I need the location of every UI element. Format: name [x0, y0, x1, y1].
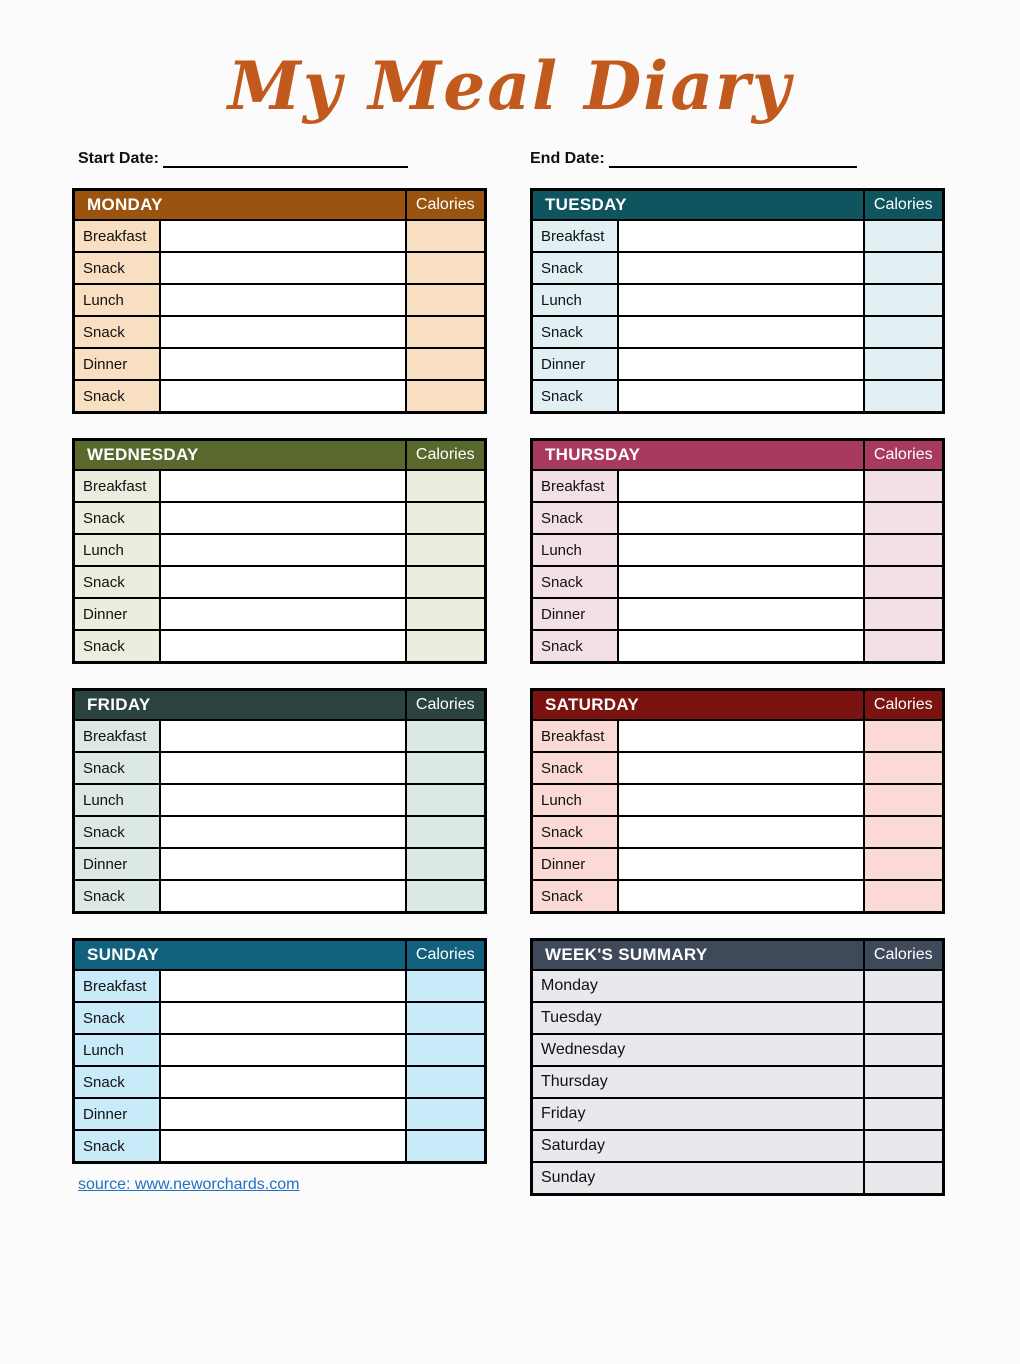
meal-row [74, 784, 486, 816]
summary-row [532, 1066, 944, 1098]
meal-row [532, 380, 944, 412]
day-header-row [74, 689, 486, 720]
day-title: THURSDAY [532, 439, 864, 470]
meal-label: Lunch [74, 534, 160, 566]
summary-day-label: Wednesday [532, 1034, 864, 1066]
meal-label: Breakfast [532, 720, 618, 752]
summary-day-label: Tuesday [532, 1002, 864, 1034]
meal-entry-cell[interactable] [618, 316, 864, 348]
page-title: My Meal Diary [227, 47, 793, 125]
summary-day-label: Saturday [532, 1130, 864, 1162]
meal-label: Snack [532, 502, 618, 534]
day-header-row [532, 689, 944, 720]
calories-cell[interactable] [864, 816, 944, 848]
meal-label: Lunch [74, 284, 160, 316]
calories-cell[interactable] [406, 970, 486, 1002]
meal-entry-cell[interactable] [160, 534, 406, 566]
meal-entry-cell[interactable] [160, 1002, 406, 1034]
calories-cell[interactable] [406, 534, 486, 566]
calories-cell[interactable] [864, 784, 944, 816]
summary-day-label: Thursday [532, 1066, 864, 1098]
meal-entry-cell[interactable] [618, 348, 864, 380]
meal-label: Snack [74, 252, 160, 284]
meal-row [74, 316, 486, 348]
calories-cell[interactable] [864, 502, 944, 534]
meal-label: Snack [532, 252, 618, 284]
sunday-table [72, 938, 487, 1164]
meal-entry-cell[interactable] [618, 880, 864, 912]
meal-row [74, 630, 486, 662]
meal-entry-cell[interactable] [160, 752, 406, 784]
meal-row [74, 880, 486, 912]
meal-label: Breakfast [74, 470, 160, 502]
wednesday-table [72, 438, 487, 664]
meal-label: Snack [74, 752, 160, 784]
calories-cell[interactable] [864, 970, 944, 1002]
summary-row [532, 1002, 944, 1034]
meal-row [532, 752, 944, 784]
meal-row [532, 348, 944, 380]
meal-entry-cell[interactable] [160, 1034, 406, 1066]
sunday-column [72, 938, 487, 1194]
meal-entry-cell[interactable] [160, 502, 406, 534]
calories-cell[interactable] [864, 630, 944, 662]
meal-label: Snack [532, 816, 618, 848]
meal-row [74, 566, 486, 598]
day-title: MONDAY [74, 189, 406, 220]
meal-entry-cell[interactable] [618, 470, 864, 502]
calories-cell[interactable] [406, 630, 486, 662]
calories-cell[interactable] [406, 880, 486, 912]
meal-row [74, 284, 486, 316]
meal-entry-cell[interactable] [618, 720, 864, 752]
summary-header-row [532, 939, 944, 970]
meal-row [74, 252, 486, 284]
calories-header: Calories [864, 689, 944, 720]
meal-entry-cell[interactable] [618, 284, 864, 316]
meal-entry-cell[interactable] [160, 720, 406, 752]
meal-entry-cell[interactable] [618, 252, 864, 284]
day-header-row [532, 439, 944, 470]
calories-cell[interactable] [406, 848, 486, 880]
meal-row [74, 1034, 486, 1066]
start-date-group [78, 148, 530, 168]
meal-row [532, 720, 944, 752]
calories-cell[interactable] [406, 1130, 486, 1162]
calories-cell[interactable] [864, 284, 944, 316]
meal-row [74, 1002, 486, 1034]
meal-row [532, 534, 944, 566]
meal-row [74, 502, 486, 534]
meal-label: Breakfast [532, 470, 618, 502]
meal-label: Dinner [532, 848, 618, 880]
calories-cell[interactable] [406, 816, 486, 848]
calories-cell[interactable] [864, 598, 944, 630]
calories-cell[interactable] [864, 252, 944, 284]
meal-label: Dinner [74, 598, 160, 630]
meal-label: Breakfast [74, 720, 160, 752]
calories-cell[interactable] [406, 380, 486, 412]
meal-row [532, 848, 944, 880]
meal-label: Lunch [74, 784, 160, 816]
meal-entry-cell[interactable] [618, 534, 864, 566]
meal-label: Snack [532, 880, 618, 912]
meal-entry-cell[interactable] [160, 566, 406, 598]
meal-entry-cell[interactable] [618, 380, 864, 412]
meal-label: Snack [532, 566, 618, 598]
meal-label: Snack [74, 316, 160, 348]
summary-row [532, 1162, 944, 1194]
day-title: SATURDAY [532, 689, 864, 720]
end-date-group [530, 148, 857, 168]
meal-row [74, 1098, 486, 1130]
meal-entry-cell[interactable] [618, 502, 864, 534]
summary-title: WEEK'S SUMMARY [532, 939, 864, 970]
source-link[interactable]: source: www.neworchards.com [78, 1175, 300, 1193]
calories-cell[interactable] [406, 316, 486, 348]
meal-row [532, 502, 944, 534]
meal-entry-cell[interactable] [618, 752, 864, 784]
calories-cell[interactable] [406, 502, 486, 534]
meal-label: Breakfast [74, 220, 160, 252]
meal-label: Dinner [74, 348, 160, 380]
tuesday-table [530, 188, 945, 414]
meal-row [74, 380, 486, 412]
calories-header: Calories [864, 439, 944, 470]
calories-cell[interactable] [864, 1162, 944, 1194]
meal-label: Snack [532, 752, 618, 784]
meal-entry-cell[interactable] [618, 566, 864, 598]
meal-row [532, 784, 944, 816]
meal-row [532, 470, 944, 502]
meal-entry-cell[interactable] [160, 880, 406, 912]
calories-cell[interactable] [864, 470, 944, 502]
meal-entry-cell[interactable] [160, 316, 406, 348]
meal-label: Lunch [74, 1034, 160, 1066]
meal-row [74, 220, 486, 252]
meal-label: Lunch [532, 534, 618, 566]
calories-cell[interactable] [864, 566, 944, 598]
meal-entry-cell[interactable] [160, 784, 406, 816]
meal-label: Dinner [532, 348, 618, 380]
calories-header: Calories [406, 189, 486, 220]
day-title: TUESDAY [532, 189, 864, 220]
meal-row [532, 566, 944, 598]
meal-label: Snack [74, 1002, 160, 1034]
meal-label: Snack [532, 316, 618, 348]
start-date-field[interactable] [163, 148, 408, 168]
meal-label: Snack [74, 816, 160, 848]
meal-entry-cell[interactable] [160, 380, 406, 412]
calories-cell[interactable] [864, 1034, 944, 1066]
meal-label: Lunch [532, 284, 618, 316]
meal-row [74, 598, 486, 630]
meal-entry-cell[interactable] [160, 348, 406, 380]
meal-row [74, 1066, 486, 1098]
meal-label: Snack [74, 502, 160, 534]
day-title: FRIDAY [74, 689, 406, 720]
calories-cell[interactable] [406, 752, 486, 784]
meal-entry-cell[interactable] [618, 220, 864, 252]
meal-row [532, 316, 944, 348]
summary-table [530, 938, 945, 1196]
meal-entry-cell[interactable] [160, 970, 406, 1002]
calories-cell[interactable] [406, 348, 486, 380]
calories-cell[interactable] [406, 1098, 486, 1130]
meal-row [74, 348, 486, 380]
calories-header: Calories [864, 939, 944, 970]
meal-row [74, 848, 486, 880]
meal-row [532, 598, 944, 630]
summary-day-label: Friday [532, 1098, 864, 1130]
meal-row [532, 880, 944, 912]
calories-cell[interactable] [864, 752, 944, 784]
end-date-label: End Date: [530, 149, 605, 167]
calories-cell[interactable] [406, 1066, 486, 1098]
saturday-table [530, 688, 945, 914]
calories-cell[interactable] [864, 348, 944, 380]
meal-entry-cell[interactable] [618, 848, 864, 880]
meal-label: Dinner [74, 848, 160, 880]
meal-label: Snack [74, 566, 160, 598]
calories-cell[interactable] [864, 380, 944, 412]
meal-entry-cell[interactable] [160, 252, 406, 284]
calories-cell[interactable] [406, 1034, 486, 1066]
meal-row [532, 816, 944, 848]
day-header-row [74, 189, 486, 220]
calories-cell[interactable] [864, 534, 944, 566]
summary-row [532, 1034, 944, 1066]
calories-cell[interactable] [406, 566, 486, 598]
meal-label: Snack [74, 630, 160, 662]
summary-day-label: Sunday [532, 1162, 864, 1194]
calories-cell[interactable] [406, 252, 486, 284]
dates-row [78, 148, 1020, 168]
meal-row [532, 220, 944, 252]
meal-label: Snack [532, 380, 618, 412]
meal-row [74, 470, 486, 502]
day-header-row [74, 439, 486, 470]
day-header-row [74, 939, 486, 970]
meal-row [74, 816, 486, 848]
meal-entry-cell[interactable] [160, 1098, 406, 1130]
calories-cell[interactable] [864, 220, 944, 252]
meal-entry-cell[interactable] [160, 220, 406, 252]
meal-diary-page [0, 44, 1020, 1364]
meal-entry-cell[interactable] [618, 598, 864, 630]
day-title: SUNDAY [74, 939, 406, 970]
meal-label: Dinner [74, 1098, 160, 1130]
meal-row [532, 284, 944, 316]
meal-entry-cell[interactable] [160, 848, 406, 880]
calories-cell[interactable] [406, 1002, 486, 1034]
meal-entry-cell[interactable] [618, 816, 864, 848]
calories-cell[interactable] [864, 1130, 944, 1162]
calories-header: Calories [406, 939, 486, 970]
summary-row [532, 970, 944, 1002]
calories-header: Calories [864, 189, 944, 220]
meal-label: Breakfast [532, 220, 618, 252]
summary-row [532, 1130, 944, 1162]
meal-entry-cell[interactable] [160, 1130, 406, 1162]
end-date-field[interactable] [609, 148, 857, 168]
calories-cell[interactable] [406, 470, 486, 502]
summary-row [532, 1098, 944, 1130]
meal-entry-cell[interactable] [618, 630, 864, 662]
calories-cell[interactable] [864, 1098, 944, 1130]
calories-cell[interactable] [864, 880, 944, 912]
meal-label: Snack [74, 880, 160, 912]
calories-cell[interactable] [864, 1066, 944, 1098]
calories-header: Calories [406, 439, 486, 470]
meal-entry-cell[interactable] [160, 1066, 406, 1098]
meal-label: Breakfast [74, 970, 160, 1002]
calories-cell[interactable] [864, 720, 944, 752]
monday-table [72, 188, 487, 414]
calories-cell[interactable] [406, 784, 486, 816]
meal-label: Snack [74, 1130, 160, 1162]
thursday-table [530, 438, 945, 664]
calories-header: Calories [406, 689, 486, 720]
day-header-row [532, 189, 944, 220]
summary-day-label: Monday [532, 970, 864, 1002]
meal-label: Snack [74, 1066, 160, 1098]
friday-table [72, 688, 487, 914]
meal-entry-cell[interactable] [160, 630, 406, 662]
tables-grid [72, 188, 1020, 1196]
calories-cell[interactable] [864, 1002, 944, 1034]
calories-cell[interactable] [406, 720, 486, 752]
meal-row [74, 970, 486, 1002]
meal-label: Snack [532, 630, 618, 662]
meal-row [532, 630, 944, 662]
meal-row [74, 720, 486, 752]
day-title: WEDNESDAY [74, 439, 406, 470]
meal-entry-cell[interactable] [160, 598, 406, 630]
calories-cell[interactable] [864, 848, 944, 880]
meal-label: Dinner [532, 598, 618, 630]
meal-row [532, 252, 944, 284]
meal-label: Snack [74, 380, 160, 412]
start-date-label: Start Date: [78, 149, 159, 167]
calories-cell[interactable] [406, 220, 486, 252]
meal-entry-cell[interactable] [160, 284, 406, 316]
meal-entry-cell[interactable] [160, 470, 406, 502]
meal-entry-cell[interactable] [160, 816, 406, 848]
meal-row [74, 1130, 486, 1162]
meal-row [74, 752, 486, 784]
calories-cell[interactable] [406, 284, 486, 316]
calories-cell[interactable] [864, 316, 944, 348]
meal-row [74, 534, 486, 566]
calories-cell[interactable] [406, 598, 486, 630]
meal-label: Lunch [532, 784, 618, 816]
meal-entry-cell[interactable] [618, 784, 864, 816]
